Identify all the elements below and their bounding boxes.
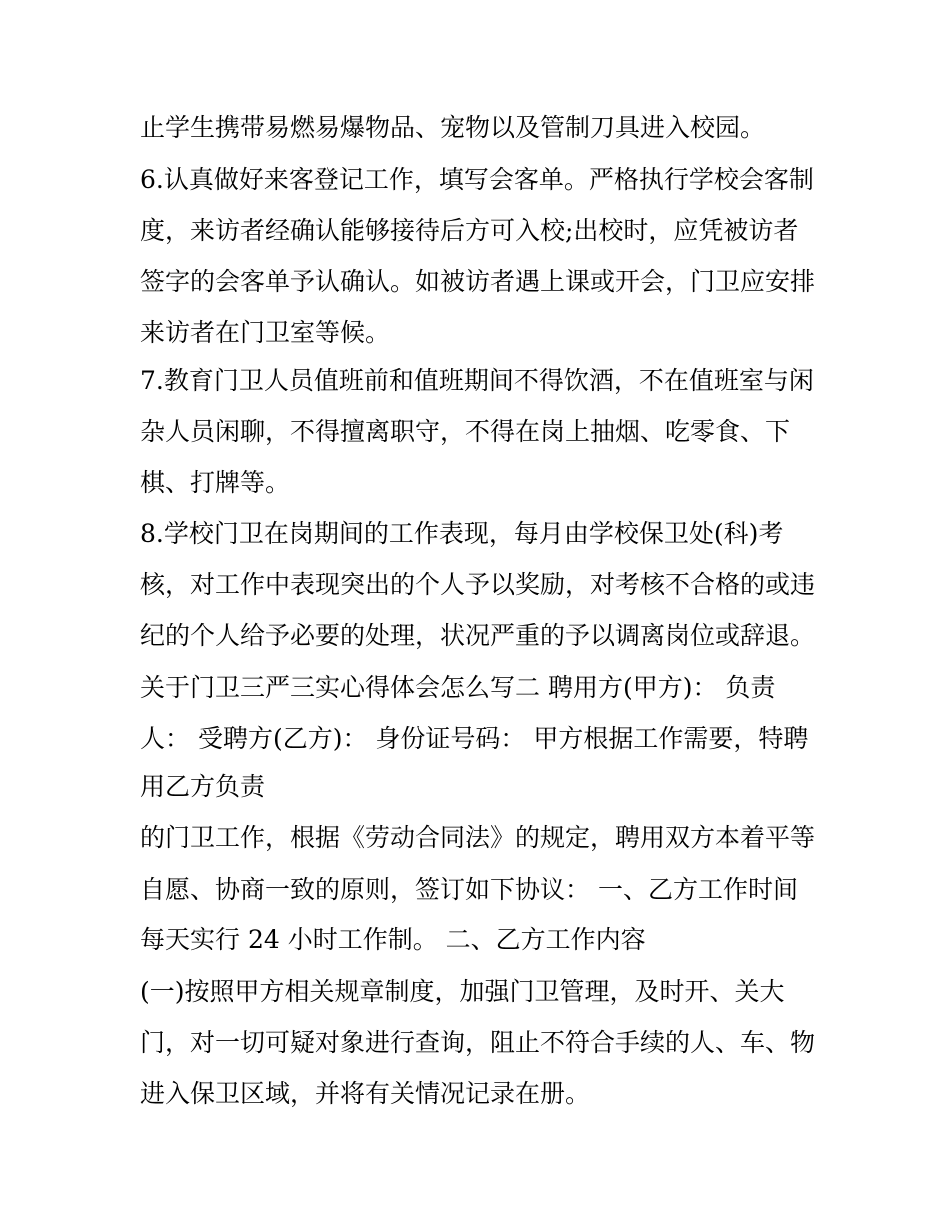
text-line: 杂人员闲聊，不得擅离职守，不得在岗上抽烟、吃零食、下 (140, 417, 791, 446)
text-line: 7.教育门卫人员值班前和值班期间不得饮酒，不在值班室与闲 (140, 366, 814, 395)
text-line: 进入保卫区域，并将有关情况记录在册。 (140, 1079, 591, 1108)
text-line: 棋、打牌等。 (140, 468, 291, 497)
text-line: 核，对工作中表现突出的个人予以奖励，对考核不合格的或违 (140, 570, 816, 599)
text-line: 人： 受聘方(乙方)： 身份证号码： 甲方根据工作需要，特聘 (140, 724, 809, 753)
text-line: 的门卫工作，根据《劳动合同法》的规定，聘用双方本着平等 (140, 823, 816, 852)
text-line: 6.认真做好来客登记工作，填写会客单。严格执行学校会客制 (140, 165, 814, 194)
text-line: 纪的个人给予必要的处理，状况严重的予以调离岗位或辞退。 (140, 621, 816, 650)
text-line: 来访者在门卫室等候。 (140, 318, 391, 347)
text-line: 8.学校门卫在岗期间的工作表现，每月由学校保卫处(科)考 (140, 519, 784, 548)
text-line: 自愿、协商一致的原则，签订如下协议： 一、乙方工作时间 (140, 875, 798, 904)
text-line: 用乙方负责 (140, 772, 266, 801)
text-line: 度，来访者经确认能够接待后方可入校;出校时，应凭被访者 (140, 216, 799, 245)
text-line: 止学生携带易燃易爆物品、宠物以及管制刀具进入校园。 (140, 113, 766, 142)
text-line: 签字的会客单予认确认。如被访者遇上课或开会，门卫应安排 (140, 267, 816, 296)
text-line: (一)按照甲方相关规章制度，加强门卫管理，及时开、关大 (140, 977, 785, 1006)
text-line: 门，对一切可疑对象进行查询，阻止不符合手续的人、车、物 (140, 1028, 816, 1057)
text-line: 每天实行 24 小时工作制。 二、乙方工作内容 (140, 925, 646, 954)
text-line: 关于门卫三严三实心得体会怎么写二 聘用方(甲方)： 负责 (140, 673, 776, 702)
